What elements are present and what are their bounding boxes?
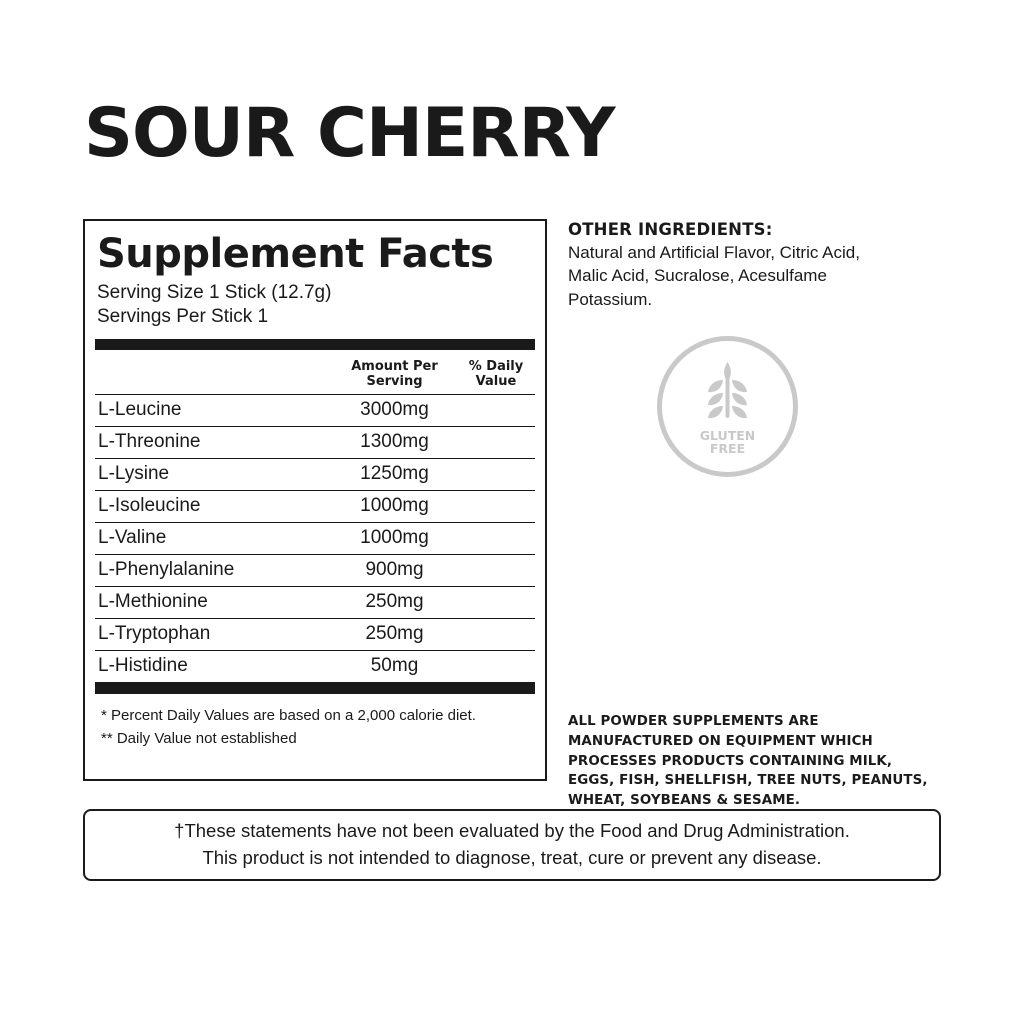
gluten-free-badge xyxy=(657,336,798,477)
nutrient-amount: 50mg xyxy=(370,655,419,677)
divider-thick-top xyxy=(95,339,535,350)
other-ingredients-title: OTHER INGREDIENTS: xyxy=(568,220,773,239)
nutrient-amount: 1300mg xyxy=(360,431,429,453)
daily-value-header xyxy=(457,360,535,390)
nutrient-name: L-Leucine xyxy=(98,399,182,421)
gluten-free-icon xyxy=(657,336,798,477)
supplement-facts-panel xyxy=(83,219,547,781)
footnotes xyxy=(95,694,535,751)
nutrient-amount: 250mg xyxy=(365,623,424,645)
table-row xyxy=(95,523,535,555)
nutrient-amount: 1250mg xyxy=(360,463,429,485)
table-row xyxy=(95,459,535,491)
servings-per-container: Servings Per Stick 1 xyxy=(97,306,269,328)
fda-disclaimer-box xyxy=(83,809,941,881)
nutrient-name: L-Phenylalanine xyxy=(98,559,235,581)
nutrient-amount: 3000mg xyxy=(360,399,429,421)
amount-per-serving-header xyxy=(332,360,457,390)
serving-size: Serving Size 1 Stick (12.7g) xyxy=(97,282,332,303)
divider-thick-bottom xyxy=(95,683,535,694)
amount-per-serving-header-line1: Amount Per xyxy=(351,358,438,374)
amount-per-serving-header-line2: Serving xyxy=(366,373,423,389)
page-title: SOUR CHERRY xyxy=(84,94,615,173)
daily-value-header-line2: Value xyxy=(475,373,517,389)
table-row xyxy=(95,395,535,427)
nutrient-name: L-Methionine xyxy=(98,591,208,613)
table-row xyxy=(95,619,535,651)
nutrient-amount: 1000mg xyxy=(360,527,429,549)
footnote-daily-values: * Percent Daily Values are based on a 2,000 calorie diet. xyxy=(101,706,476,724)
nutrient-name: L-Lysine xyxy=(98,463,170,485)
fda-disclaimer-line-1: †These statements have not been evaluated by the Food and Drug Administration. xyxy=(174,820,850,842)
nutrient-name: L-Isoleucine xyxy=(98,495,201,517)
daily-value-header-line1: % Daily xyxy=(468,358,524,374)
nutrient-name: L-Histidine xyxy=(98,655,188,677)
table-row xyxy=(95,651,535,683)
nutrient-name: L-Threonine xyxy=(98,431,201,453)
other-ingredients-block xyxy=(568,220,948,311)
table-row xyxy=(95,427,535,459)
nutrient-amount: 250mg xyxy=(365,591,424,613)
fda-disclaimer-line-2: This product is not intended to diagnose, treat, cure or prevent any disease. xyxy=(202,847,822,868)
gluten-badge-line1: GLUTEN xyxy=(699,428,756,443)
nutrient-name: L-Tryptophan xyxy=(98,623,211,645)
other-ingredients-body: Natural and Artificial Flavor, Citric Acid, Malic Acid, Sucralose, Acesulfame Potassium. xyxy=(568,243,860,309)
table-row xyxy=(95,555,535,587)
footnote-dv-not-established: ** Daily Value not established xyxy=(101,729,297,747)
table-column-headers xyxy=(95,350,535,394)
table-row xyxy=(95,491,535,523)
table-row xyxy=(95,587,535,619)
gluten-badge-line2: FREE xyxy=(709,441,746,456)
supplement-facts-heading: Supplement Facts xyxy=(97,231,494,277)
allergen-note: ALL POWDER SUPPLEMENTS ARE MANUFACTURED ON EQUIPMENT WHICH PROCESSES PRODUCTS CONTAINING MILK, EGGS, FISH, SHELLFISH, TREE NUTS, PEANUTS, WHEAT, SOYBEANS & SESAME. xyxy=(568,714,928,809)
supplement-facts-inner xyxy=(85,221,545,750)
nutrient-name: L-Valine xyxy=(98,527,167,549)
nutrient-amount: 1000mg xyxy=(360,495,429,517)
nutrient-amount: 900mg xyxy=(365,559,424,581)
